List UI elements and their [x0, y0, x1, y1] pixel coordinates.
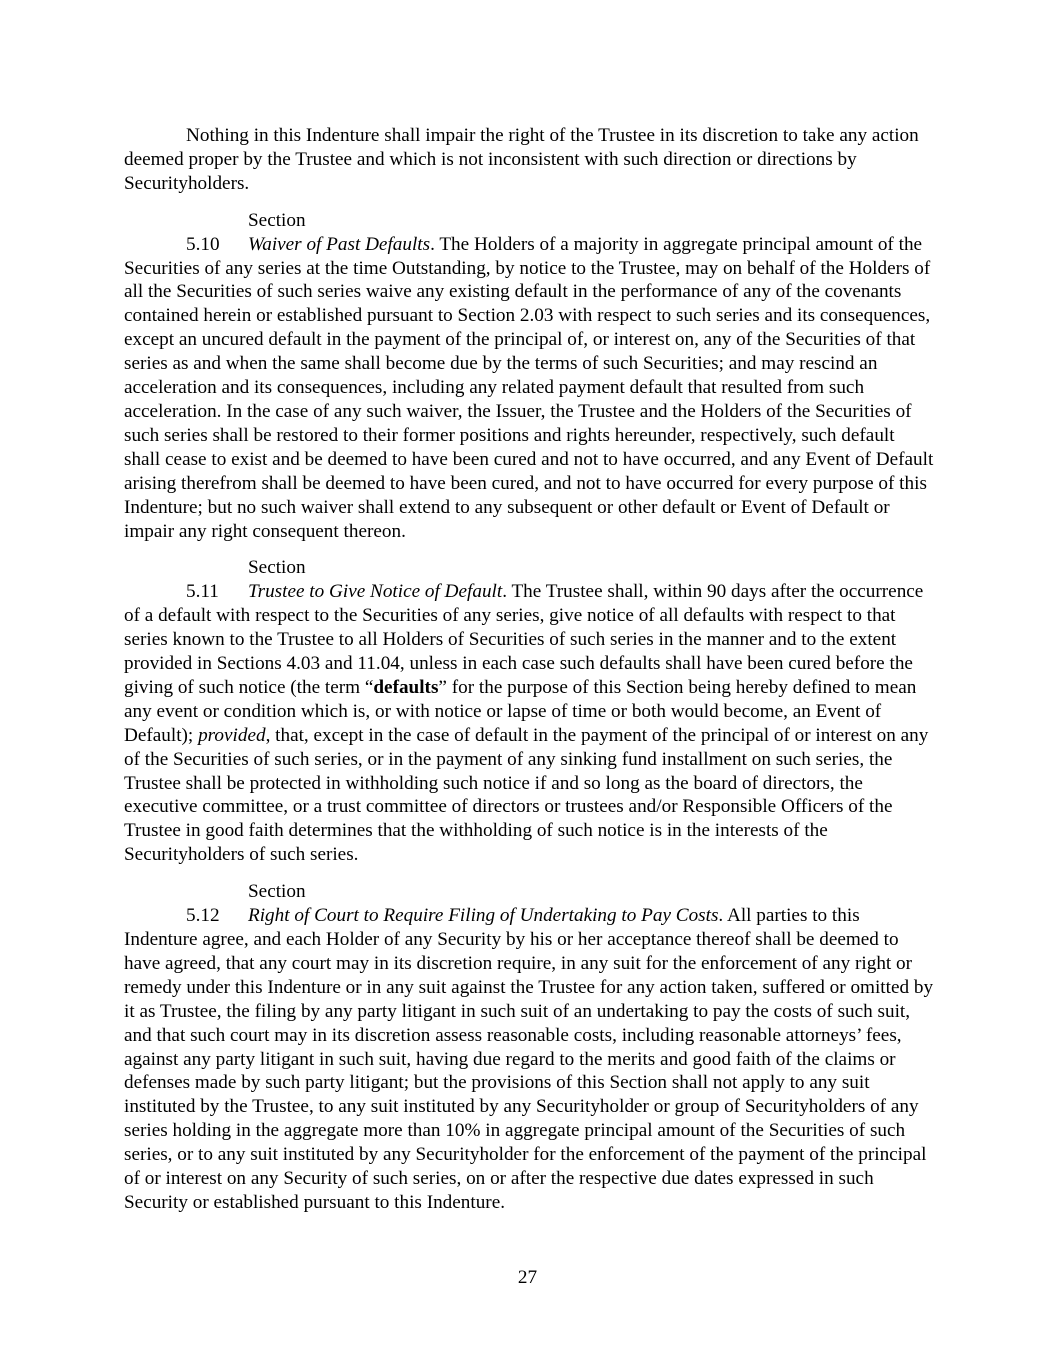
- section-5-10: [124, 209, 934, 544]
- section-5-10-number: Section 5.10: [186, 209, 306, 255]
- section-5-10-body: The Holders of a majority in aggregate principal amount of the Securities of any series at the time Outstanding, by notice to the Trustee, may on behalf of the Holders of all the Securities of such series waive any existing default in the performance of any of the covenants contained herein or established pursuant to Section 2.03 with respect to such series and its consequences, except an uncured default in the payment of the principal of, or interest on, any of the Securities of that series as and when the same shall become due by the terms of such Securities; and may rescind an acceleration and its consequences, including any related payment default that resulted from such acceleration. In the case of any such waiver, the Issuer, the Trustee and the Holders of the Securities of such series shall be restored to their former positions and rights hereunder, respectively, such default shall cease to exist and be deemed to have been cured and not to have occurred, and any Event of Default arising therefrom shall be deemed to have been cured, and not to have occurred for every purpose of this Indenture; but no such waiver shall extend to any subsequent or other default or Event of Default or impair any right consequent thereon.: [124, 233, 934, 542]
- provided-term: provided: [198, 724, 266, 746]
- intro-text: Nothing in this Indenture shall impair the right of the Trustee in its discretion to take any action deemed proper by the Trustee and which is not inconsistent with such direction or directions by Securityholders.: [124, 125, 919, 194]
- section-5-10-title-punct: .: [430, 233, 435, 255]
- section-5-12-body: All parties to this Indenture agree, and each Holder of any Security by his or her acceptance thereof shall be deemed to have agreed, that any court may in its discretion require, in any suit for the enforcement of any right or remedy under this Indenture or in any suit against the Trustee for any action taken, suffered or omitted by it as Trustee, the filing by any party litigant in such suit of an undertaking to pay the costs of such suit, and that such court may in its discretion assess reasonable costs, including reasonable attorneys’ fees, against any party litigant in such suit, having due regard to the merits and good faith of the claims or defenses made by such party litigant; but the provisions of this Section shall not apply to any suit instituted by the Trustee, to any suit instituted by any Securityholder or group of Securityholders of any series holding in the aggregate more than 10% in aggregate principal amount of the Securities of such series, or to any suit instituted by any Securityholder for the enforcement of the payment of the principal of or interest on any Security of such series, on or after the respective due dates expressed in such Security or established pursuant to this Indenture.: [124, 905, 934, 1213]
- section-5-11-body-c: , that, except in the case of default in the payment of the principal of or interest on any of the Securities of such series, or in the payment of any sinking fund installment on such series, the Trustee shall be protected in withholding such notice if and so long as the board of directors, the executive committee, or a trust committee of directors or trustees and/or Responsible Officers of the Trustee in good faith determines that the withholding of such notice is in the interests of the Securityholders of such series.: [124, 724, 929, 866]
- section-5-11-number: Section 5.11: [186, 557, 306, 603]
- section-5-10-title: Waiver of Past Defaults: [248, 233, 431, 255]
- section-5-11: [124, 556, 934, 867]
- page-number: 27: [517, 1267, 538, 1288]
- section-5-12-number: Section 5.12: [186, 881, 306, 927]
- section-5-11-title-punct: .: [502, 581, 507, 603]
- document-page: [124, 124, 934, 1228]
- section-5-12-title: Right of Court to Require Filing of Undertaking to Pay Costs: [248, 905, 719, 927]
- section-5-12-title-punct: .: [718, 905, 724, 927]
- defined-term-defaults: defaults: [373, 676, 439, 698]
- section-5-12: [124, 880, 934, 1215]
- section-5-11-title: Trustee to Give Notice of Default: [248, 581, 503, 603]
- section-5-11-body-b: ” for the purpose of this Section being hereby defined to mean any event or condition which is, or with notice or lapse of time or both would become, an Event of Default);: [124, 676, 917, 746]
- section-5-11-body-a: The Trustee shall, within 90 days after the occurrence of a default with respect to the Securities of any series, give notice of all defaults with respect to that series known to the Trustee to all Holders of Securities of such series in the manner and to the extent provided in Sections 4.03 and 11.04, unless in each case such defaults shall have been cured before the giving of such notice (the term “: [124, 581, 924, 698]
- paragraph-intro: [124, 124, 934, 196]
